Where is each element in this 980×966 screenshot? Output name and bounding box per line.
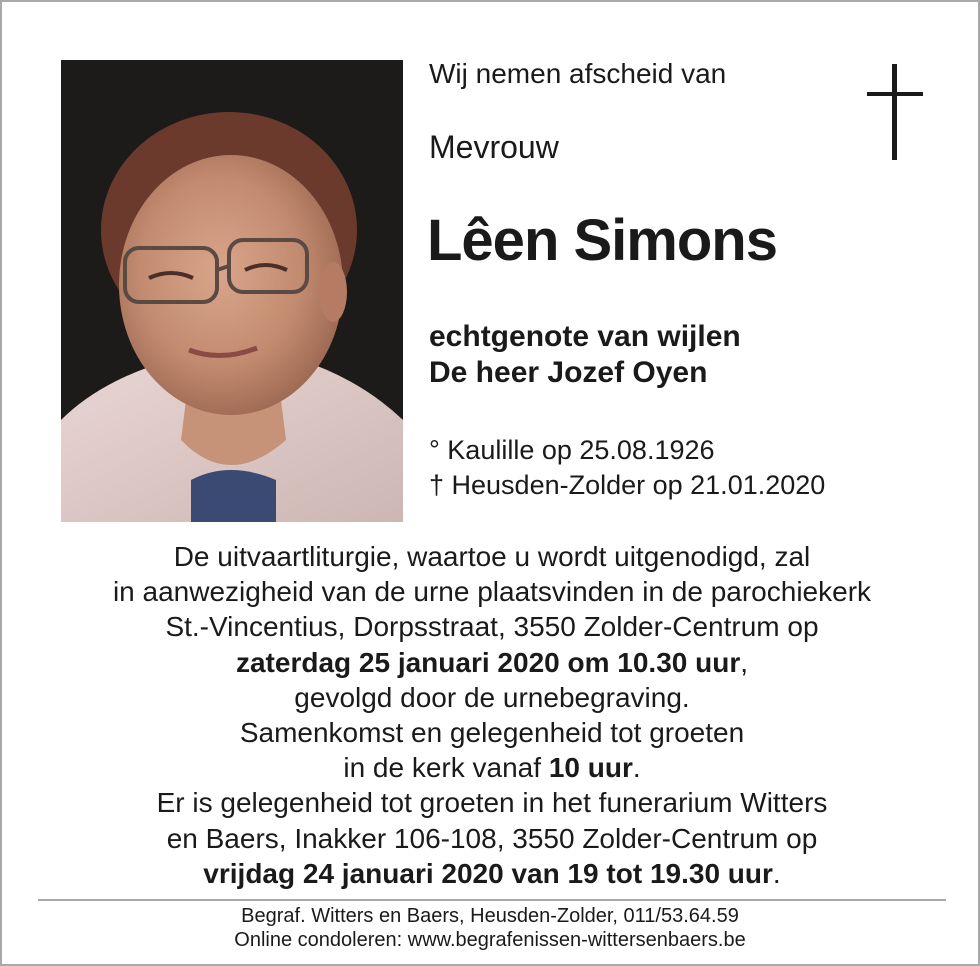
divider	[38, 899, 946, 901]
intro-text: Wij nemen afscheid van	[429, 58, 727, 89]
body-line: De uitvaartliturgie, waartoe u wordt uitgenodigd, zal	[173, 541, 811, 572]
deceased-name: Lêen Simons	[427, 208, 777, 273]
body-line: vrijdag 24 januari 2020 van 19 tot 19.30 uur.	[203, 857, 781, 889]
body-line: in de kerk vanaf 10 uur.	[343, 752, 641, 784]
death-date: † Heusden-Zolder op 21.01.2020	[429, 470, 826, 500]
body-line: zaterdag 25 januari 2020 om 10.30 uur,	[235, 646, 748, 678]
funeral-home-contact: Begraf. Witters en Baers, Heusden-Zolder, 011/53.64.59	[241, 905, 739, 927]
body-line: Er is gelegenheid tot groeten in het funerarium Witters	[156, 787, 828, 819]
body-line: en Baers, Inakker 106-108, 3550 Zolder-Centrum op	[166, 822, 818, 854]
body-line: in aanwezigheid van de urne plaatsvinden in de parochiekerk	[112, 576, 872, 608]
life-dates	[429, 433, 825, 503]
online-condolence-link[interactable]: Online condoleren: www.begrafenissen-wittersenbaers.be	[234, 929, 746, 951]
ceremony-details	[2, 539, 980, 891]
visitation-datetime: vrijdag 24 januari 2020 van 19 tot 19.30 uur	[203, 857, 773, 889]
birth-date: ° Kaulille op 25.08.1926	[429, 435, 715, 465]
latin-cross-icon	[867, 64, 923, 160]
spouse-block	[429, 319, 741, 391]
spouse-name: De heer Jozef Oyen	[429, 356, 708, 389]
gathering-time: 10 uur	[548, 752, 633, 784]
portrait-photo	[61, 60, 403, 522]
footer	[2, 904, 978, 952]
honorific: Mevrouw	[429, 129, 559, 165]
body-line: gevolgd door de urnebegraving.	[294, 681, 690, 713]
ceremony-datetime: zaterdag 25 januari 2020 om 10.30 uur	[235, 646, 741, 678]
body-line: St.-Vincentius, Dorpsstraat, 3550 Zolder-Centrum op	[165, 611, 819, 643]
body-line: Samenkomst en gelegenheid tot groeten	[239, 717, 745, 749]
spouse-line: echtgenote van wijlen	[429, 320, 741, 353]
